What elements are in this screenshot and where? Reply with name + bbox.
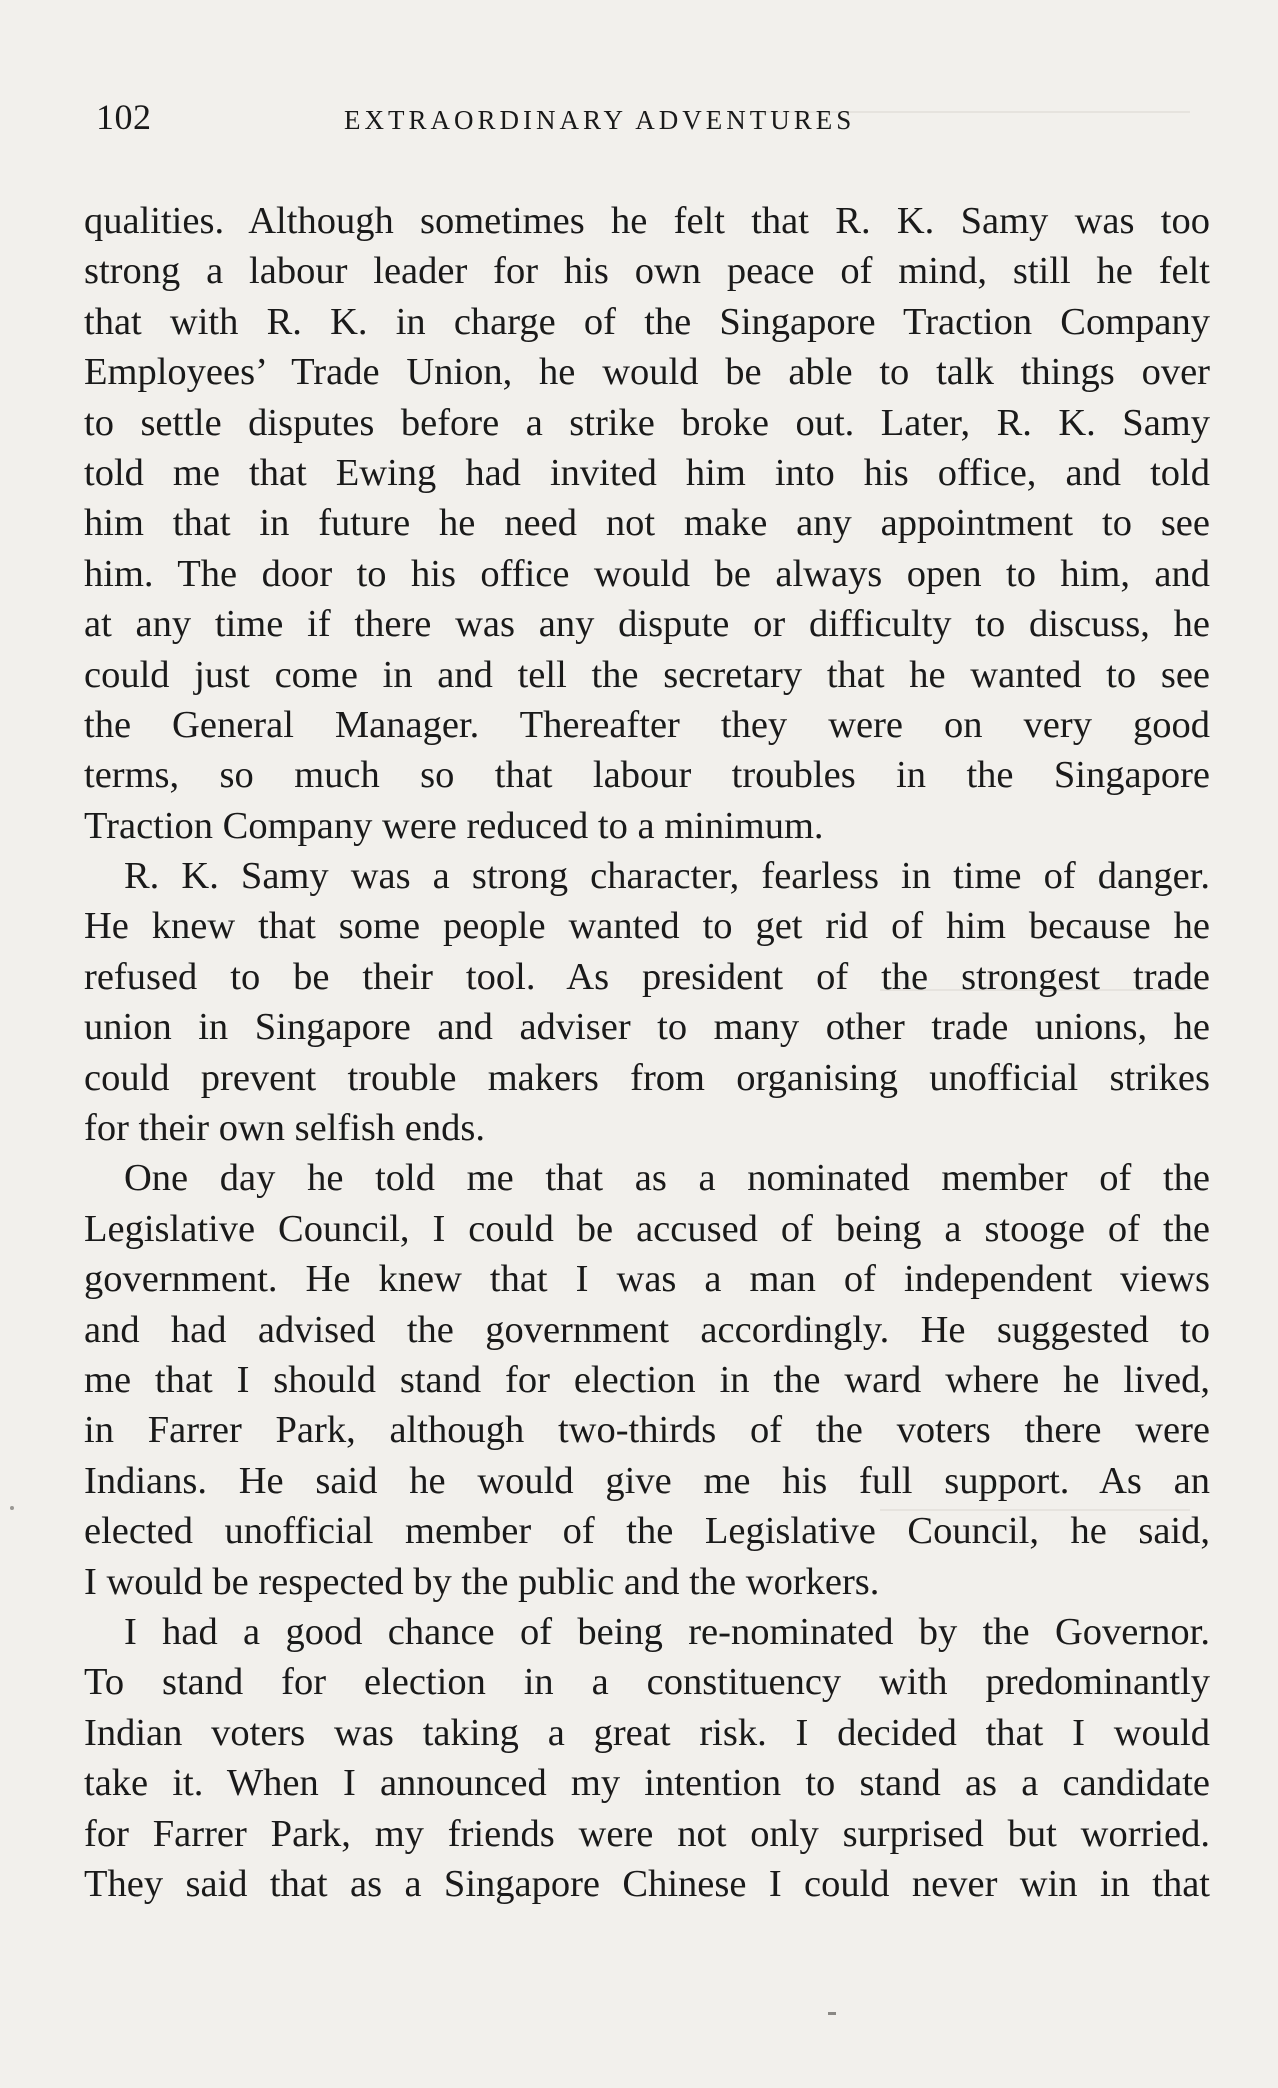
text-line: terms, so much so that labour troubles in the Singapore bbox=[84, 754, 1210, 797]
text-line: qualities. Although sometimes he felt that R. K. Samy was too bbox=[84, 200, 1210, 242]
text-line: for Farrer Park, my friends were not only surprised but worried. bbox=[84, 1812, 1210, 1855]
text-line: I would be respected by the public and the workers. bbox=[84, 1560, 880, 1603]
text-line: that with R. K. in charge of the Singapore Traction Company bbox=[84, 300, 1210, 343]
paragraph-start-line: R. K. Samy was a strong character, fearless in time of danger. bbox=[124, 855, 1210, 898]
paragraph-start-line: I had a good chance of being re-nominated by the Governor. bbox=[124, 1610, 1210, 1653]
text-line: me that I should stand for election in the ward where he lived, bbox=[84, 1358, 1210, 1401]
text-line: could prevent trouble makers from organising unofficial strikes bbox=[84, 1056, 1210, 1099]
text-line: Legislative Council, I could be accused of being a stooge of the bbox=[84, 1207, 1210, 1250]
text-line: strong a labour leader for his own peace of mind, still he felt bbox=[84, 250, 1210, 293]
running-title: EXTRAORDINARY ADVENTURES bbox=[344, 105, 856, 135]
text-line: Indians. He said he would give me his full support. As an bbox=[84, 1459, 1210, 1502]
text-line: the General Manager. Thereafter they were on very good bbox=[84, 703, 1210, 746]
text-line: He knew that some people wanted to get rid of him because he bbox=[84, 905, 1210, 948]
speck-mark bbox=[10, 1506, 14, 1510]
speck-mark bbox=[828, 2012, 836, 2015]
text-line: to settle disputes before a strike broke out. Later, R. K. Samy bbox=[84, 401, 1210, 444]
text-line: elected unofficial member of the Legislative Council, he said, bbox=[84, 1510, 1210, 1553]
text-line: refused to be their tool. As president of the strongest trade bbox=[84, 955, 1210, 998]
text-line: in Farrer Park, although two-thirds of the voters there were bbox=[84, 1409, 1210, 1452]
text-line: Indian voters was taking a great risk. I decided that I would bbox=[84, 1711, 1210, 1754]
text-line: and had advised the government accordingly. He suggested to bbox=[84, 1308, 1210, 1351]
text-line: Traction Company were reduced to a minimum. bbox=[84, 804, 824, 847]
page-number: 102 bbox=[96, 97, 152, 137]
text-line: for their own selfish ends. bbox=[84, 1107, 485, 1150]
text-line: could just come in and tell the secretary that he wanted to see bbox=[84, 653, 1210, 696]
text-line: Employees’ Trade Union, he would be able to talk things over bbox=[84, 351, 1210, 394]
text-line: at any time if there was any dispute or difficulty to discuss, he bbox=[84, 603, 1210, 646]
text-line: told me that Ewing had invited him into his office, and told bbox=[84, 451, 1210, 494]
text-line: To stand for election in a constituency with predominantly bbox=[84, 1661, 1210, 1704]
body-text bbox=[84, 196, 1210, 1909]
text-line: They said that as a Singapore Chinese I could never win in that bbox=[84, 1862, 1210, 1905]
text-line: him. The door to his office would be always open to him, and bbox=[84, 552, 1210, 595]
page-header bbox=[96, 92, 1196, 142]
paragraph-start-line: One day he told me that as a nominated member of the bbox=[124, 1157, 1210, 1200]
text-line: take it. When I announced my intention to stand as a candidate bbox=[84, 1762, 1210, 1805]
text-line: him that in future he need not make any appointment to see bbox=[84, 502, 1210, 545]
text-line: union in Singapore and adviser to many other trade unions, he bbox=[84, 1006, 1210, 1049]
text-line: government. He knew that I was a man of independent views bbox=[84, 1258, 1210, 1301]
